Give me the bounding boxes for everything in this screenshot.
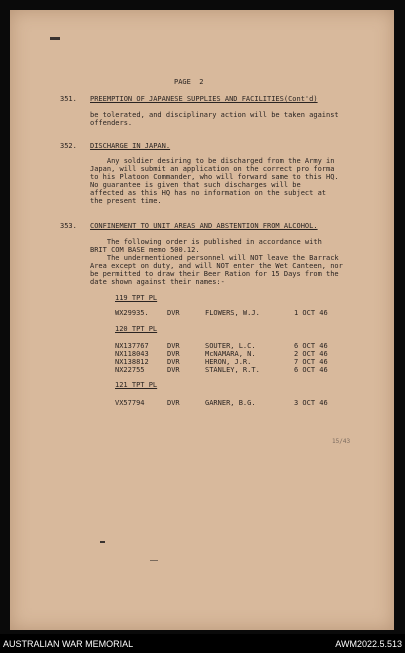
person-name: SOUTER, L.C. xyxy=(205,342,256,350)
date: 6 OCT 46 xyxy=(294,342,328,350)
footer-reference: AWM2022.5.513 xyxy=(335,639,402,649)
person-name: FLOWERS, W.J. xyxy=(205,309,260,317)
section-number: 351. xyxy=(60,95,77,103)
section-number: 353. xyxy=(60,222,77,230)
section-title: PREEMPTION OF JAPANESE SUPPLIES AND FACILITIES(Cont'd) xyxy=(90,95,318,103)
page-header: PAGE 2 xyxy=(174,78,204,86)
person-name: HERON, J.R. xyxy=(205,358,252,366)
footer-credit: AUSTRALIAN WAR MEMORIAL xyxy=(3,639,134,649)
person-name: McNAMARA, N. xyxy=(205,350,256,358)
document-page xyxy=(10,10,394,630)
section-body-line: be permitted to draw their Beer Ration for 15 Days from the xyxy=(90,270,339,278)
rank: DVR xyxy=(167,309,180,317)
footer-bar xyxy=(0,634,405,653)
rank: DVR xyxy=(167,358,180,366)
group-title: 119 TPT PL xyxy=(115,294,158,302)
section-body-line: date shown against their names:- xyxy=(90,278,225,286)
date: 1 OCT 46 xyxy=(294,309,328,317)
service-number: VX57794 xyxy=(115,399,145,407)
section-body-line: The undermentioned personnel will NOT leave the Barrack xyxy=(90,254,339,262)
margin-note: 15/43 xyxy=(332,438,351,445)
person-name: STANLEY, R.T. xyxy=(205,366,260,374)
section-title: DISCHARGE IN JAPAN. xyxy=(90,142,171,150)
punch-mark xyxy=(50,37,60,40)
section-body-line: BRIT COM BASE memo 500.12. xyxy=(90,246,200,254)
section-body-line: affected as this HQ has no information on the subject at xyxy=(90,189,327,197)
service-number: NX138812 xyxy=(115,358,149,366)
section-body-line: be tolerated, and disciplinary action will be taken against xyxy=(90,111,339,119)
service-number: NX118043 xyxy=(115,350,149,358)
person-name: GARNER, B.G. xyxy=(205,399,256,407)
section-body-line: The following order is published in accordance with xyxy=(90,238,322,246)
rank: DVR xyxy=(167,350,180,358)
rank: DVR xyxy=(167,366,180,374)
rank: DVR xyxy=(167,399,180,407)
service-number: WX29935. xyxy=(115,309,149,317)
ink-dot xyxy=(100,541,105,543)
section-body-line: offenders. xyxy=(90,119,133,127)
date: 6 OCT 46 xyxy=(294,366,328,374)
service-number: NX22755 xyxy=(115,366,145,374)
section-body-line: Any soldier desiring to be discharged from the Army in xyxy=(90,157,335,165)
rank: DVR xyxy=(167,342,180,350)
service-number: NX137767 xyxy=(115,342,149,350)
group-title: 121 TPT PL xyxy=(115,381,158,389)
section-body-line: to his Platoon Commander, who will forward same to this HQ. xyxy=(90,173,339,181)
section-body-line: the present time. xyxy=(90,197,162,205)
section-title: CONFINEMENT TO UNIT AREAS AND ABSTENTION FROM ALCOHOL. xyxy=(90,222,318,230)
date: 7 OCT 46 xyxy=(294,358,328,366)
ink-dot xyxy=(150,560,158,561)
section-number: 352. xyxy=(60,142,77,150)
date: 3 OCT 46 xyxy=(294,399,328,407)
section-body-line: No guarantee is given that such discharges will be xyxy=(90,181,301,189)
group-title: 120 TPT PL xyxy=(115,325,158,333)
section-body-line: Japan, will submit an application on the correct pro forma xyxy=(90,165,335,173)
section-body-line: Area except on duty, and will NOT enter the Wet Canteen, nor xyxy=(90,262,343,270)
date: 2 OCT 46 xyxy=(294,350,328,358)
